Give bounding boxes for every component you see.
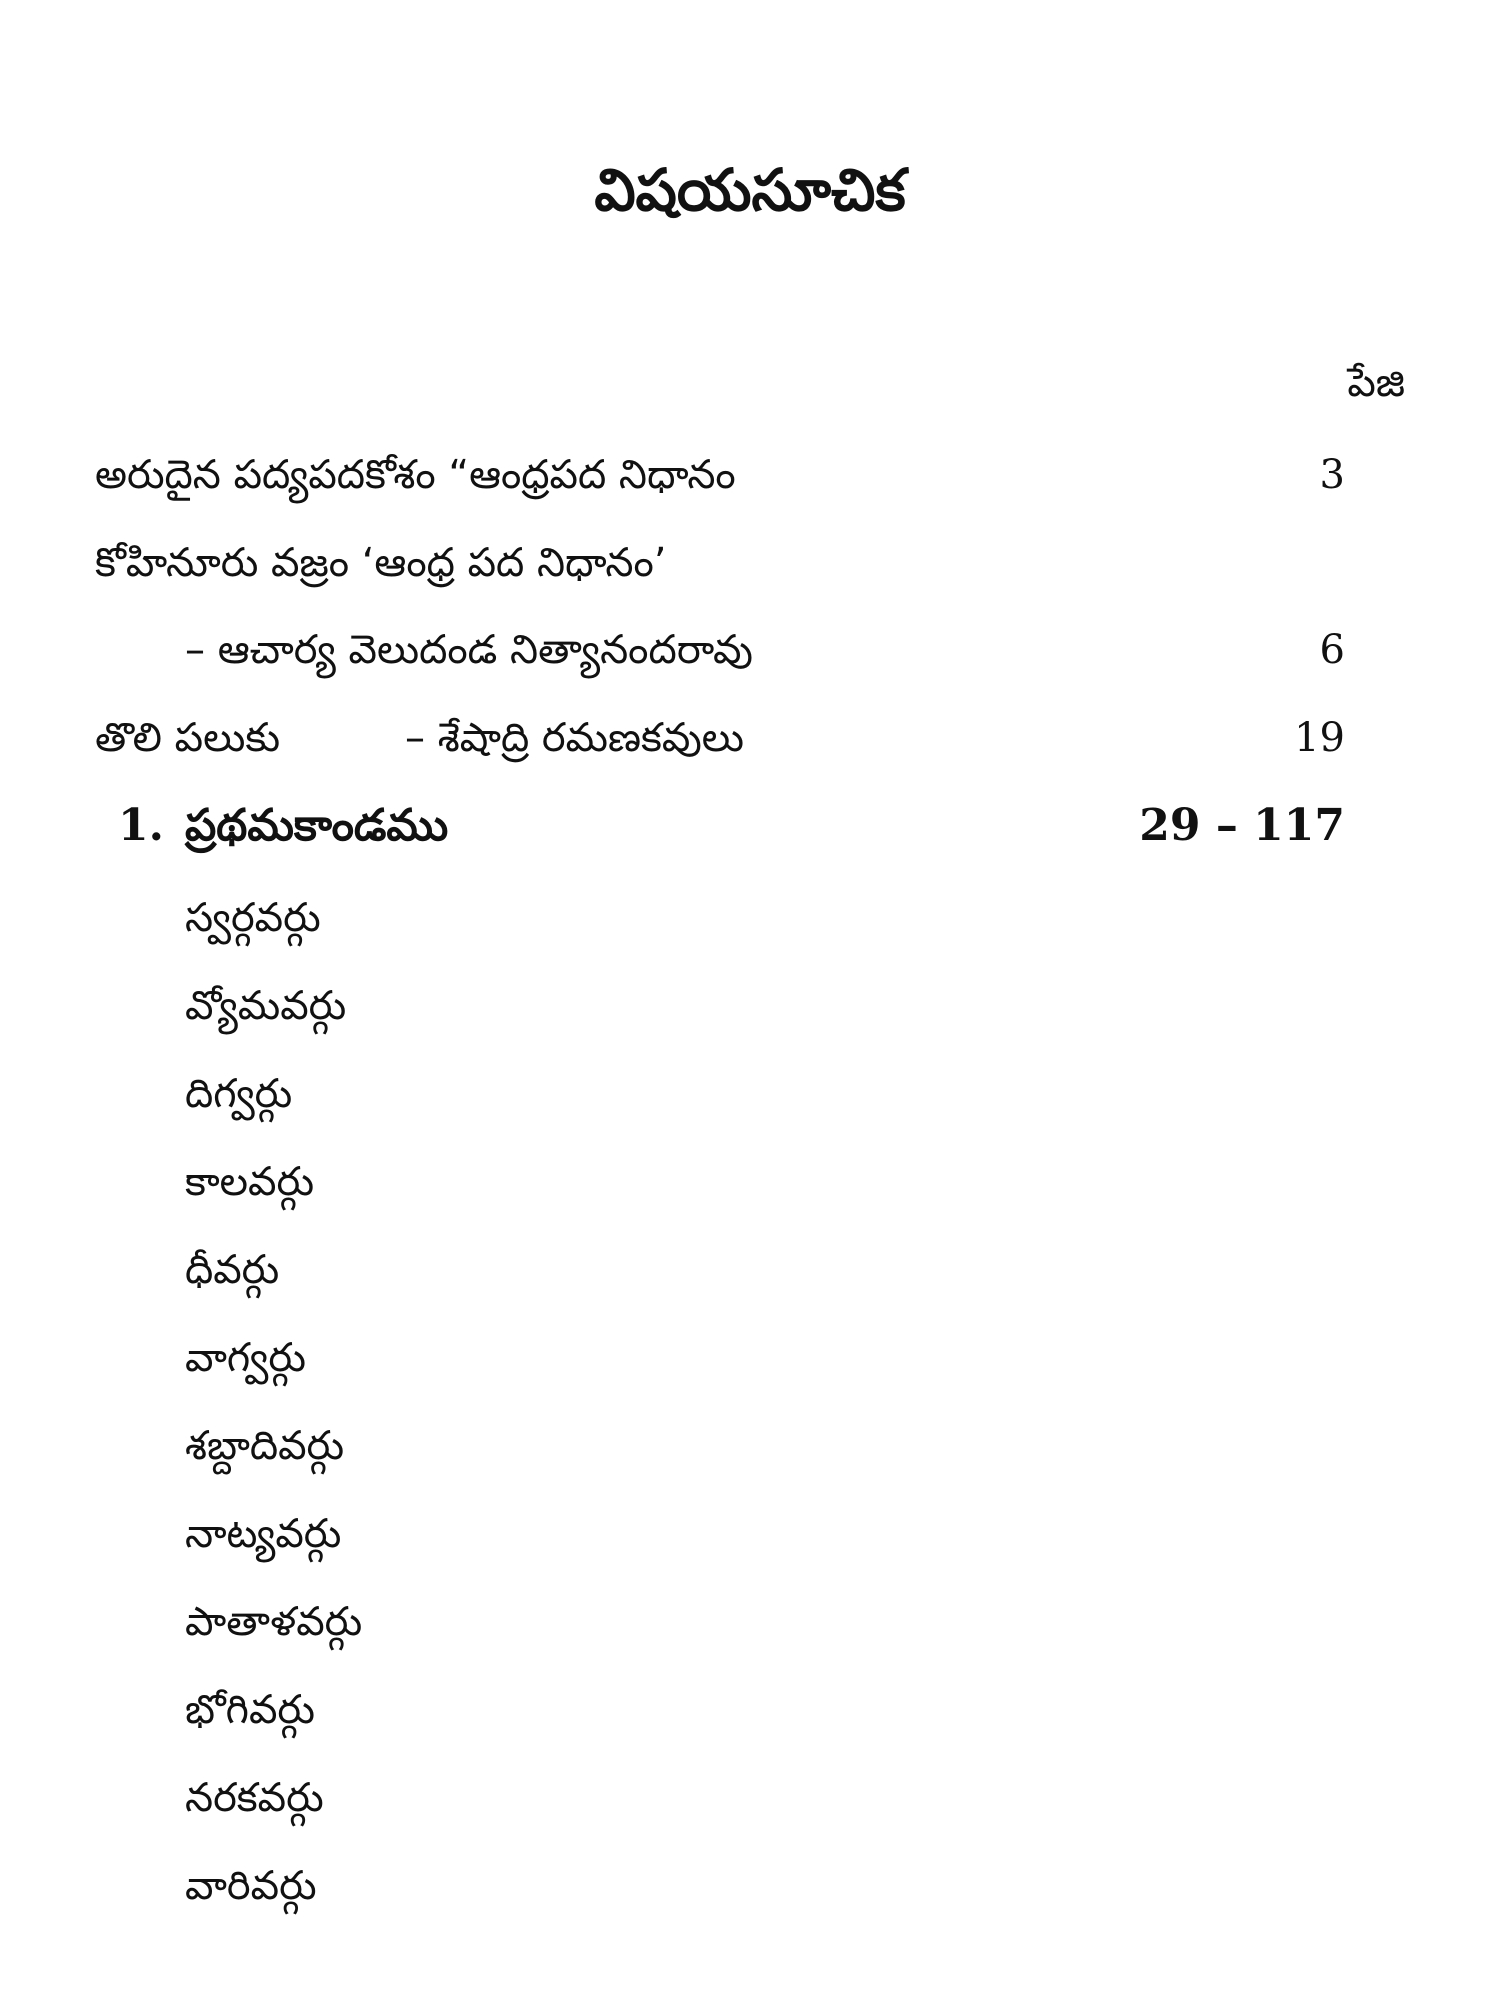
subsection-item: కాలవర్గు bbox=[185, 1159, 315, 1205]
subsection-item: ధీవర్గు bbox=[185, 1247, 280, 1293]
section-number: 1. bbox=[118, 800, 164, 851]
subsection-item: శబ్దాదివర్గు bbox=[185, 1423, 345, 1469]
toc-entry-page: 6 bbox=[1319, 627, 1345, 673]
subsection-item: వారివర్గు bbox=[185, 1863, 317, 1909]
toc-entry-author: – శేషాద్రి రమణకవులు bbox=[405, 715, 744, 761]
subsection-item: వాగ్వర్గు bbox=[185, 1335, 306, 1381]
subsection-item: దిగ్వర్గు bbox=[185, 1071, 293, 1117]
subsection-item: భోగివర్గు bbox=[185, 1687, 315, 1733]
page-column-label: పేజి bbox=[1347, 360, 1405, 406]
page-title: విషయసూచిక bbox=[594, 156, 906, 224]
toc-entry-author: – ఆచార్య వెలుదండ నిత్యానందరావు bbox=[185, 627, 753, 673]
subsection-item: పాతాళవర్గు bbox=[185, 1599, 363, 1645]
toc-entry-title: అరుదైన పద్యపదకోశం “ఆంధ్రపద నిధానం bbox=[95, 452, 736, 498]
toc-entry-title: తొలి పలుకు bbox=[95, 715, 281, 761]
toc-entry bbox=[0, 445, 1500, 505]
toc-entry bbox=[0, 708, 1500, 768]
toc-entry bbox=[0, 533, 1500, 593]
subsection-item: వ్యోమవర్గు bbox=[185, 983, 347, 1029]
toc-entry-page: 3 bbox=[1319, 452, 1345, 498]
section-pages: 29 – 117 bbox=[1139, 800, 1345, 851]
section-title: ప్రథమకాండము bbox=[185, 800, 449, 851]
subsection-item: నాట్యవర్గు bbox=[185, 1511, 342, 1557]
toc-entry bbox=[0, 620, 1500, 680]
toc-entry-page: 19 bbox=[1294, 715, 1345, 761]
toc-section-heading bbox=[0, 796, 1500, 856]
toc-entry-title: కోహినూరు వజ్రం ‘ఆంధ్ర పద నిధానం’ bbox=[95, 540, 667, 586]
subsection-item: స్వర్గవర్గు bbox=[185, 895, 321, 941]
subsection-item: నరకవర్గు bbox=[185, 1775, 324, 1821]
